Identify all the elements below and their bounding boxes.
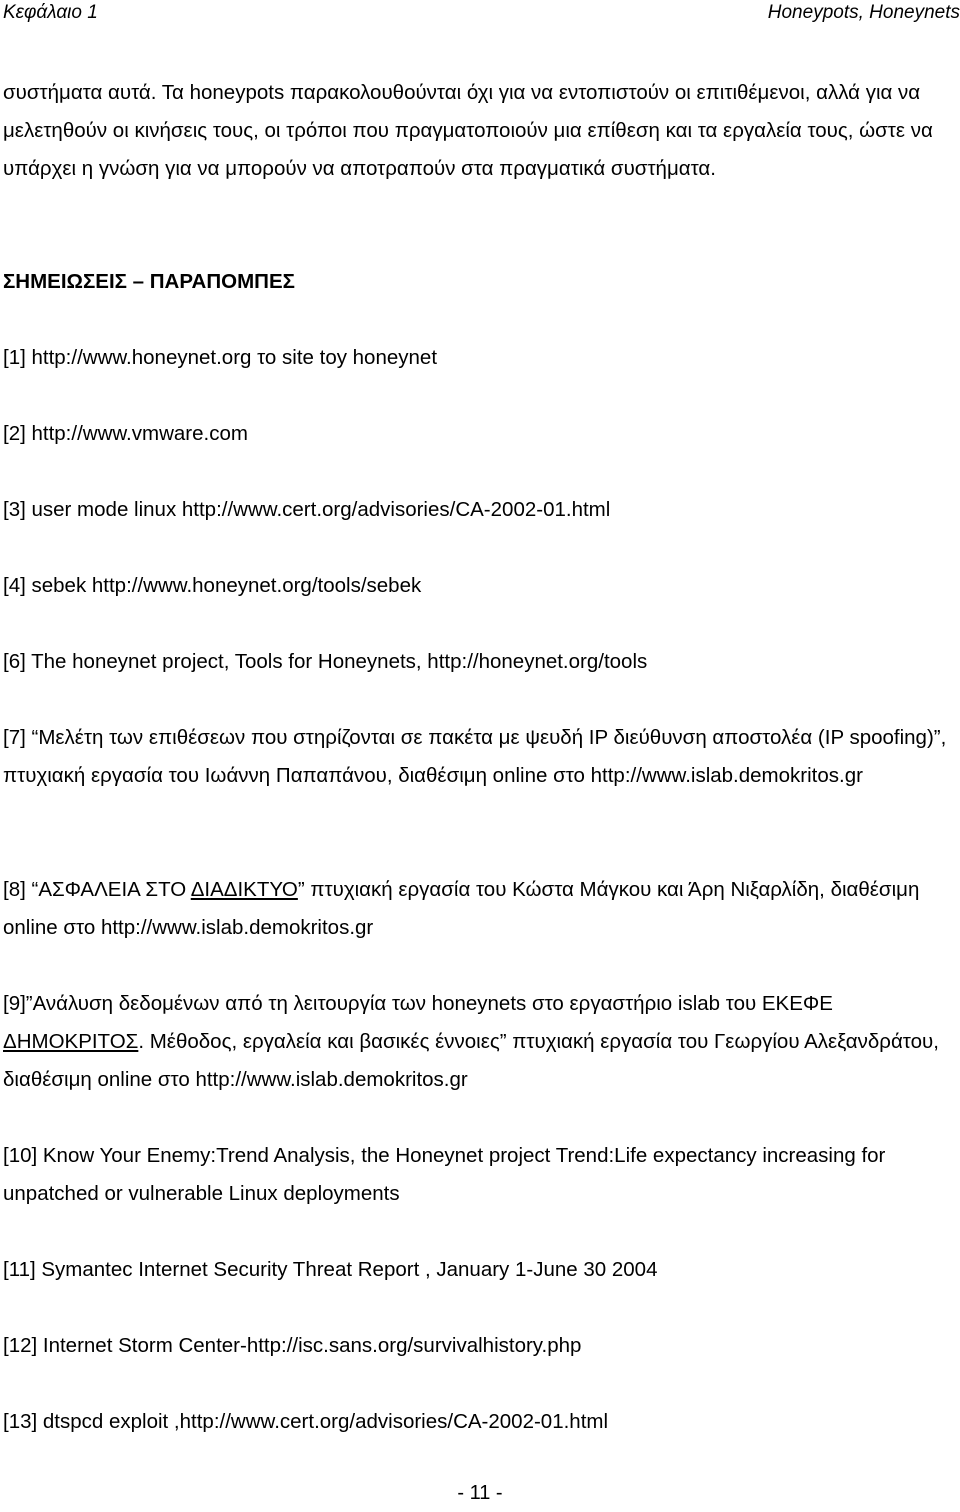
reference-item: [4] sebek http://www.honeynet.org/tools/sebek	[3, 574, 422, 597]
reference-prefix: [9]”Ανάλυση δεδομένων από τη λειτουργία των honeynets στο εργαστήριο islab του ΕΚΕΦΕ	[3, 992, 833, 1015]
header-topic: Honeypots, Honeynets	[767, 2, 960, 23]
reference-item: [12] Internet Storm Center-http://isc.sans.org/survivalhistory.php	[3, 1334, 582, 1357]
reference-item: [3] user mode linux http://www.cert.org/advisories/CA-2002-01.html	[3, 498, 611, 521]
body-text	[3, 74, 958, 188]
reference-item: [6] The honeynet project, Tools for Honeynets, http://honeynet.org/tools	[3, 650, 648, 673]
reference-item	[3, 985, 958, 1099]
reference-item: [11] Symantec Internet Security Threat Report , January 1-June 30 2004	[3, 1258, 658, 1281]
reference-underlined: ΔΙΑΔΙΚΤΥΟ	[190, 878, 298, 901]
chapter-title: Κεφάλαιο 1	[3, 2, 98, 23]
reference-underlined: ΔΗΜΟΚΡΙΤΟΣ	[3, 1030, 139, 1053]
reference-suffix: ” πτυχιακή εργασία του Κώστα Μάγκου και Άρη Νιξαρλίδη, διαθέσιμη online στο http://www.islab.demokritos.gr	[3, 878, 920, 939]
reference-item: [1] http://www.honeynet.org το site toy honeynet	[3, 346, 438, 369]
reference-item: [2] http://www.vmware.com	[3, 422, 248, 445]
reference-suffix: . Μέθοδος, εργαλεία και βασικές έννοιες” πτυχιακή εργασία του Γεωργίου Αλεξανδράτου, διαθέσιμη online στο http://www.islab.demokritos.gr	[3, 1030, 939, 1091]
reference-item	[3, 871, 958, 947]
reference-item: [7] “Μελέτη των επιθέσεων που στηρίζονται σε πακέτα με ψευδή IP διεύθυνση αποστολέα (IP spoofing)”, πτυχιακή εργασία του Ιωάννη Παπαπάνου, διαθέσιμη online στο http://www.islab.demokritos.gr	[3, 726, 947, 787]
reference-prefix: [8] “ΑΣΦΑΛΕΙΑ ΣΤΟ	[3, 878, 191, 901]
notes-heading: ΣΗΜΕΙΩΣΕΙΣ – ΠΑΡΑΠΟΜΠΕΣ	[3, 270, 295, 293]
page-number: - 11 -	[457, 1482, 503, 1504]
intro-paragraph: συστήματα αυτά. Τα honeypots παρακολουθούνται όχι για να εντοπιστούν οι επιτιθέμενοι, αλλά για να μελετηθούν οι κινήσεις τους, οι τρόποι που πραγματοποιούν μια επίθεση και τα εργαλεία τους, ώστε να υπάρχει η γνώση για να μπορούν να αποτραπούν στα πραγματικά συστήματα.	[3, 81, 933, 180]
reference-item: [10] Know Your Enemy:Trend Analysis, the Honeynet project Trend:Life expectancy increasing for unpatched or vulnerable Linux deployments	[3, 1144, 886, 1205]
page-header	[3, 2, 960, 26]
reference-item: [13] dtspcd exploit ,http://www.cert.org/advisories/CA-2002-01.html	[3, 1410, 609, 1433]
